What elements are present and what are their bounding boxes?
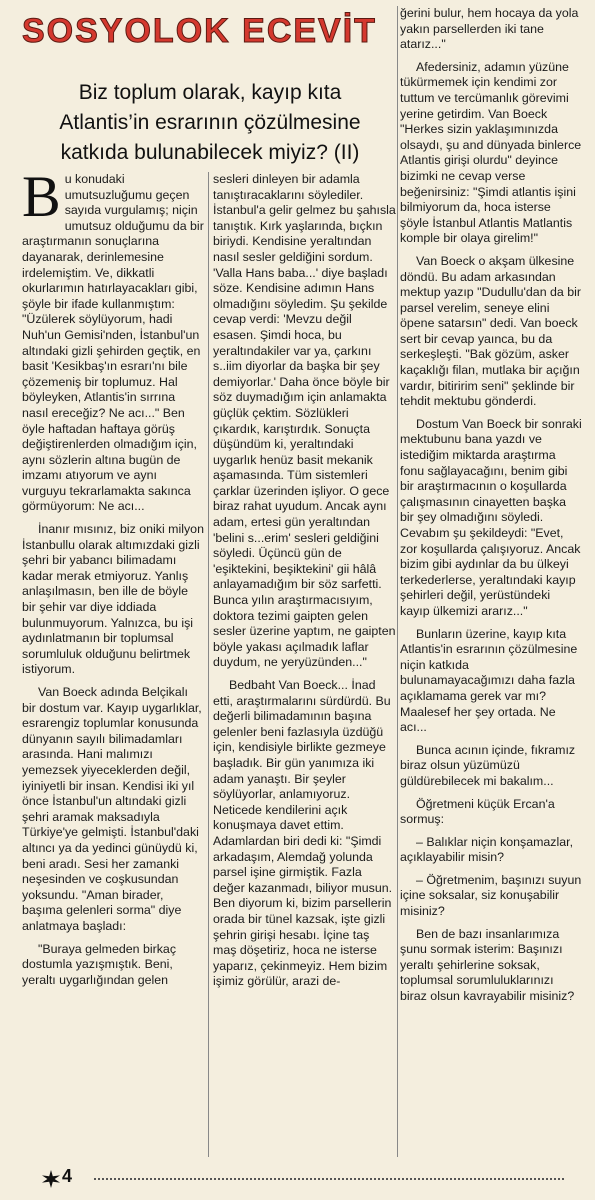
column-title: SOSYOLOK ECEVİT xyxy=(22,12,377,50)
headline-line-2: Atlantis’in esrarının çözülmesine xyxy=(59,111,361,134)
paragraph: Van Boeck o akşam ülkesine döndü. Bu adam arkasından mektup yazıp "Dudullu'dan da bir parsel verelim, seneye elini öpene satarsın" dedi. Van boeck sert bir cevap yaınca, bu da serkeşleşti. "Bak gözüm, asker kaçaklığı filan, mutlaka bir açığın vardır, bitiririm seni" şeklinde bir tehdit mektubu gönderdi. xyxy=(400,253,582,409)
paragraph xyxy=(22,164,204,515)
drop-cap: B xyxy=(22,164,61,229)
paragraph: Bedbaht Van Boeck... İnad etti, araştırmalarını sürdürdü. Bu değerli bilimadamının başına gelenler beni fazlasıyla üzdüğü için, kendisiyle birlikte gezmeye başladık. Bir gün yanımıza iki adam yanaştı. Bir şeyler söylüyorlar, anlamıyoruz. Neticede kendilerini açık konuşmaya davet ettim. Adamlardan biri dedi ki: "Şimdi arkadaşım, Alemdağ yolunda parsel işine girmiştik. Fazla değer kazanmadı, biliyor musun. Ben diyorum ki, bizim parsellerin orada bir tünel kazsak, işte gizli şehrin girişi hesabı. İçine taş maş döşetiriz, hoca ne isterse yaparız, çekinmeyiz. Hem bizim işimiz görülür, arazi de- xyxy=(213,678,393,989)
article-column-2 xyxy=(213,172,396,997)
paragraph: Ben de bazı insanlarımıza şunu sormak isterim: Başınızı yeraltı şehirlerine soksak, toplumsal sorumluluklarınızı biraz olsun kavrayabilir misiniz? xyxy=(400,926,575,1004)
paragraph: Dostum Van Boeck bir sonraki mektubunu bana yazdı ve istediğim miktarda araştırma fonu sağlayacağını, benim gibi bir araştırmacının o koşullarda çalışmasının cinayetten başka bir şey olmadığını söyledi. Cevabım şu şekildeydi: "Evet, zor koşullarda çalışıyoruz. Ancak bizim gibi aydınlar da bu ülkeyi terkederlerse, yeraltındaki kayıp şehirleri değil, yerüstündeki kayıp ülkemizi ararız..." xyxy=(400,416,582,618)
paragraph: Bunların üzerine, kayıp kıta Atlantis'in esrarının çözülmesine niçin katkıda bulunamayacağımızı daha fazla açıklamama gerek var mı? Maalesef her şey ortada. Ne acı... xyxy=(400,626,578,735)
headline-line-1: Biz toplum olarak, kayıp kıta xyxy=(78,81,342,104)
column-divider-2 xyxy=(397,6,398,1157)
paragraph: İnanır mısınız, biz oniki milyon İstanbullu olarak altımızdaki gizli şehri bir yabancı bilimadamı kadar merak etmiyoruz. Yanlış anlaşılmasın, ben ille de böyle bir şehir var diye iddiada bulunmuyorum. Yalnızca, bu işi aydınlatmanın bir toplumsal sorumluluk olduğunu belirtmek istiyorum. xyxy=(22,522,204,677)
paragraph: Van Boeck adında Belçikalı bir dostum var. Kayıp uygarlıklar, esrarengiz toplumlar konusunda dünyanın sayılı bilimadamları arasında. Hani malımızı yemezsek yiyeceklerden değil, iyiniyetli bir insan. Kendisi iki yıl önce İstanbul'un altındaki gizli şehri aramak maksadıyla Türkiye'ye gelmişti. İstanbul'daki altıncı ya da yedinci günüydü ki, beni aradı. Sesi her zamanki neşesinden ve coşkusundan yoksundu. "Aman birader, başıma gelenleri sorma" diye anlatmaya başladı: xyxy=(22,685,202,933)
paragraph: "Buraya gelmeden birkaç dostumla yazışmıştık. Beni, yeraltı uygarlığından gelen xyxy=(22,941,177,987)
article-column-1 xyxy=(22,164,204,995)
paragraph: ğerini bulur, hem hocaya da yola yakın parsellerden iki tane atarız..." xyxy=(400,6,579,52)
article-headline xyxy=(30,78,390,168)
page-footer xyxy=(28,1164,568,1192)
paragraph: Öğretmeni küçük Ercan'a sormuş: xyxy=(400,796,555,827)
paragraph: sesleri dinleyen bir adamla tanıştıracaklarını söylediler. İstanbul'a gelir gelmez bu şahısla tanıştık. Kırk yaşlarında, bıçkın biriydi. Kendisine yeraltından nasıl sesler geldiğini sordum. 'Valla Hans baba...' diye başladı söze. Kendisine adımın Hans olmadığını söyledim. Şu şekilde cevap verdi: 'Mevzu değil esasen. Şimdi hoca, bu yeraltındakiler var ya, çarkını s..iim diyorlar da başka bir şey demiyorlar.' Daha önce böyle bir söz duymadığım için anlamakta güçlük çektim. Sözlükleri çıkardık, karıştırdık. Sonuçta düşündüm ki, yeraltındaki uygarlık henüz basit mekanik aşamasında. Tüm sistemleri çarklar üzerinden işliyor. O gece biraz rahat uyudum. Ancak aynı adam, ertesi gün yeraltından 'belini s...erim' sesleri geldiğini söyledi. Üçüncü gün de 'eşiktekini, beşiktekini' gii hâlâ anlayamadığım bir söz sarfetti. Bunca yılın araştırmacısıyım, doktora tezimi gaipten gelen sesler üzerine yaptım, ne gaipten böyle yakası açılmadık laflar duydum, ne yeryüzünden..." xyxy=(213,172,396,670)
paragraph-text: u konudaki umutsuzluğumu geçen sayıda vurgulamış; niçin umutsuz olduğumu da bir araştırmanın sonuçlarına dayanarak, derinlemesine irdelemiştim. Ve, dikkatli okurlarımın hatırlayacakları gibi, şöyle bir ifade kullanmıştım: "Üzülerek söylüyorum, hadi Nuh'un Gemisi'nden, İstanbul'un altındaki gizli şehirden geçtik, en basit 'Kesikbaş'ın esrarı'nı bile çözemeniş bir toplumuz. Hal böyleyken, Atlantis'in sırrına nasıl ereceğiz? Ne acı..." Ben öyle haftadan haftaya görüş değiştirenlerden olmadığım için, aynı sözlerin altına bugün de imzamı atıyorum ve aynı vurguyu tekrarlamakta sakınca görmüyorum: Ne acı... xyxy=(22,172,204,514)
column-divider-1 xyxy=(208,172,209,1157)
paragraph: – Öğretmenim, başınızı suyun içine soksalar, siz konuşabilir misiniz? xyxy=(400,872,582,919)
headline-line-3: katkıda bulunabilecek miyiz? (II) xyxy=(60,141,360,164)
article-column-3 xyxy=(400,6,582,1012)
footer-dotted-rule xyxy=(94,1178,564,1180)
paragraph: – Balıklar niçin konşamazlar, açıklayabilir misin? xyxy=(400,834,574,865)
paragraph: Afedersiniz, adamın yüzüne tükürmemek için kendimi zor tuttum ve tercümanlık görevimi yerine getirdim. Van Boeck "Herkes sizin yaklaşımınızda olsaydı, şu and dünyada binlerce Atlantis girişi olurdu" deyince bizimki ne cevap verse beğenirsiniz: "Şimdi atlantis işini bilmiyorum da, hoca isterse şöyle İstanbul Atlantis Matlantis komple bir olaya girelim!" xyxy=(400,59,582,246)
paragraph: Bunca acının içinde, fıkramız biraz olsun yüzümüzü güldürebilecek mi bakalım... xyxy=(400,742,576,788)
star-burst-icon xyxy=(42,1170,60,1188)
page-number: 4 xyxy=(62,1166,73,1186)
